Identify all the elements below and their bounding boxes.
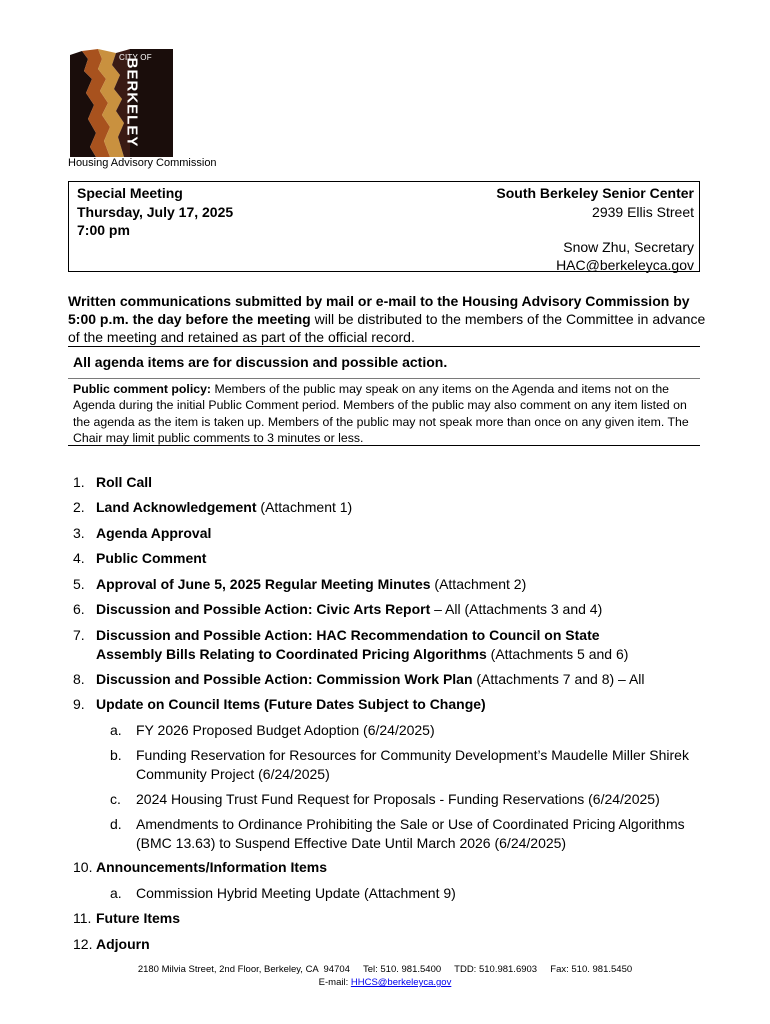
agenda-item-number: 1. xyxy=(73,474,85,490)
department-caption: Housing Advisory Commission xyxy=(68,157,217,169)
footer-email-link[interactable]: HHCS@berkeleyca.gov xyxy=(350,977,452,988)
meeting-type: Special Meeting xyxy=(77,185,183,201)
footer-email-line xyxy=(0,976,770,989)
public-comment-policy xyxy=(73,381,703,447)
council-item-text: Amendments to Ordinance Prohibiting the Sale or Use of Coordinated Pricing Algorithms (BMC 13.63) to Suspend Effective Date Until March 2026 (6/24/2025) xyxy=(136,816,685,851)
logo-city-of: CITY OF xyxy=(119,53,152,62)
agenda-item-number: 3. xyxy=(73,525,85,541)
policy-text: Members of the public may speak on any items on the Agenda and items not on the Agenda during the initial Public Comment period. Members of the public may also comment on any item listed on the agenda as the item is taken up. Members of the public may not speak more than once on any given item. The Chair may limit public comments to 3 minutes or less. xyxy=(73,382,689,446)
meeting-time: 7:00 pm xyxy=(77,222,130,238)
agenda-item-number: 4. xyxy=(73,550,85,566)
written-communications-notice xyxy=(68,292,708,346)
agenda-item-number: 6. xyxy=(73,601,85,617)
footer-address: 2180 Milvia Street, 2nd Floor, Berkeley, CA 94704 Tel: 510. 981.5400 TDD: 510.981.6903 Fax: 510. 981.5450 xyxy=(137,964,633,975)
council-item-text: Funding Reservation for Resources for Community Development’s Maudelle Miller Shirek Community Project (6/24/2025) xyxy=(136,747,689,782)
logo-berkeley-text: BERKELEY xyxy=(123,57,141,148)
agenda-item-title: Discussion and Possible Action: Civic Arts Report xyxy=(96,601,431,617)
agenda-item-title: Future Items xyxy=(96,910,181,926)
secretary-name: Snow Zhu, Secretary xyxy=(563,239,694,255)
agenda-item-note: (Attachments 7 and 8) – All xyxy=(472,671,645,687)
notice-text: will be distributed to the members of the Committee in advance of the meeting and retained as part of the official record. xyxy=(68,311,706,345)
agenda-item-title: Land Acknowledgement xyxy=(96,499,257,515)
agenda-item-number: 2. xyxy=(73,499,85,515)
city-logo xyxy=(68,49,173,157)
agenda-item-title: Discussion and Possible Action: Commission Work Plan xyxy=(96,671,473,687)
agenda-item-title: Adjourn xyxy=(96,936,150,952)
divider-policy-bottom xyxy=(68,445,700,446)
agenda-item-title: Agenda Approval xyxy=(96,525,212,541)
agenda-item-note: (Attachment 2) xyxy=(430,576,527,592)
policy-label: Public comment policy: xyxy=(73,382,212,396)
agenda-item-number: 9. xyxy=(73,696,85,712)
agenda-item-number: 12. xyxy=(73,936,93,952)
agenda-item-title: Roll Call xyxy=(96,474,153,490)
agenda-item-title: Approval of June 5, 2025 Regular Meeting Minutes xyxy=(96,576,431,592)
agenda-item-number: 7. xyxy=(73,627,85,643)
divider-top xyxy=(68,346,700,347)
commission-email[interactable]: HAC@berkeleyca.gov xyxy=(556,257,694,273)
council-item-text: 2024 Housing Trust Fund Request for Proposals - Funding Reservations (6/24/2025) xyxy=(136,791,660,807)
agenda-item-title: Update on Council Items (Future Dates Subject to Change) xyxy=(96,696,486,712)
agenda-item-number: 10. xyxy=(73,859,93,875)
meeting-date: Thursday, July 17, 2025 xyxy=(77,204,234,220)
agenda-item-title: Public Comment xyxy=(96,550,207,566)
agenda-item-note: (Attachments 5 and 6) xyxy=(486,645,629,662)
agenda-item-number: 8. xyxy=(73,671,85,687)
council-item-letter: c. xyxy=(110,791,121,807)
council-item-letter: d. xyxy=(110,816,122,832)
agenda-item-title: Announcements/Information Items xyxy=(96,859,328,875)
footer-email-label: E-mail: xyxy=(318,977,351,988)
agenda-item-note: (Attachment 1) xyxy=(256,499,353,515)
council-item-text: FY 2026 Proposed Budget Adoption (6/24/2025) xyxy=(136,722,435,738)
agenda-item-note: – All (Attachments 3 and 4) xyxy=(430,601,603,617)
agenda-item-title: Discussion and Possible Action: HAC Recommendation to Council on State Assembly Bills Relating to Coordinated Pricing Algorithms xyxy=(96,627,600,662)
agenda-item-number: 5. xyxy=(73,576,85,592)
meeting-venue: South Berkeley Senior Center xyxy=(496,185,694,201)
divider-policy-top xyxy=(68,378,700,379)
announcement-item-text: Commission Hybrid Meeting Update (Attachment 9) xyxy=(136,885,456,901)
council-item-letter: a. xyxy=(110,722,122,738)
agenda-item-number: 11. xyxy=(73,910,92,926)
council-item-letter: b. xyxy=(110,747,122,763)
meeting-header-box xyxy=(68,181,700,272)
notice-bold-text: Written communications submitted by mail or e-mail to the Housing Advisory Commission by 5:00 p.m. the day before the meeting xyxy=(68,293,690,327)
announcement-item-letter: a. xyxy=(110,885,122,901)
meeting-address: 2939 Ellis Street xyxy=(592,204,694,220)
all-items-statement: All agenda items are for discussion and possible action. xyxy=(73,354,448,370)
